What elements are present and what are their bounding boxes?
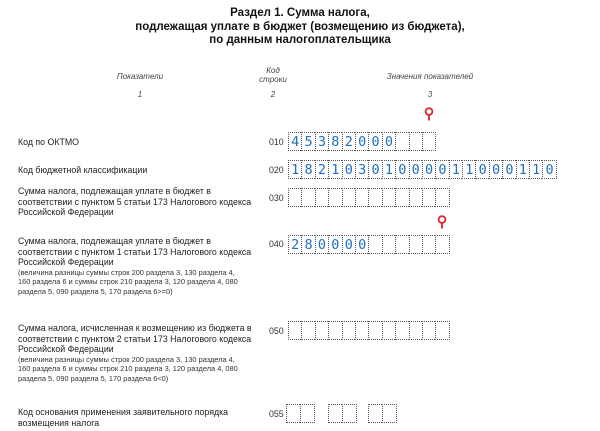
row-030-label-line-3: Российской Федерации [18, 207, 114, 217]
char-cell[interactable] [395, 235, 408, 254]
char-cell[interactable]: 1 [382, 160, 395, 179]
row-040-note-line-1: (величина разницы суммы строк 200 раздела 3, 130 раздела 4, [18, 267, 235, 277]
title-line-3: по данным налогоплательщика [209, 34, 391, 46]
char-cell[interactable] [328, 404, 342, 423]
char-cell[interactable]: 0 [489, 160, 502, 179]
row-050-label-line-2: соответствии с пунктом 2 статьи 173 Налогового кодекса [18, 333, 252, 344]
row-040-label-line-2: соответствии с пунктом 1 статьи 173 Налогового кодекса [18, 246, 252, 257]
row-020-label: Код бюджетной классификации [18, 165, 148, 175]
char-cell[interactable] [435, 235, 449, 254]
char-cell[interactable] [328, 321, 341, 340]
char-cell[interactable] [368, 404, 382, 423]
column-2-label-line-1: Код [266, 66, 280, 75]
row-030-label-line-1: Сумма налога, подлежащая уплате в бюджет в [18, 186, 211, 196]
char-cell[interactable]: 0 [355, 235, 368, 254]
refund-basis-code-group-3[interactable] [368, 404, 397, 423]
char-cell[interactable] [368, 188, 381, 207]
char-cell[interactable] [435, 188, 449, 207]
char-cell[interactable] [300, 404, 315, 423]
char-cell[interactable] [382, 235, 395, 254]
char-cell[interactable] [395, 321, 408, 340]
tax-amount-030-input[interactable] [288, 188, 450, 207]
char-cell[interactable]: 8 [301, 160, 314, 179]
column-2-number: 2 [270, 90, 276, 99]
char-cell[interactable]: 8 [301, 235, 314, 254]
char-cell[interactable]: 1 [529, 160, 542, 179]
char-cell[interactable]: 1 [328, 160, 341, 179]
char-cell[interactable] [422, 188, 435, 207]
char-cell[interactable]: 0 [475, 160, 488, 179]
oktmo-input[interactable] [288, 132, 436, 151]
refund-basis-code-group-2[interactable] [328, 404, 357, 423]
char-cell[interactable] [301, 321, 314, 340]
char-cell[interactable] [382, 404, 397, 423]
char-cell[interactable] [395, 188, 408, 207]
char-cell[interactable] [342, 188, 355, 207]
row-040-label [18, 236, 251, 296]
char-cell[interactable]: 4 [288, 132, 301, 151]
char-cell[interactable]: 5 [301, 132, 314, 151]
char-cell[interactable]: 1 [288, 160, 301, 179]
char-cell[interactable]: 1 [516, 160, 529, 179]
char-cell[interactable] [382, 321, 395, 340]
row-055-label-line-1: Код основания применения заявительного порядка [18, 407, 229, 417]
char-cell[interactable]: 0 [395, 160, 408, 179]
char-cell[interactable] [368, 321, 381, 340]
location-pin-icon [424, 107, 434, 121]
char-cell[interactable] [355, 321, 368, 340]
char-cell[interactable]: 3 [315, 132, 328, 151]
column-1-label: Показатели [116, 72, 164, 81]
row-040-note-line-3: раздела 5, 090 раздела 5, 170 раздела 6>=0) [18, 286, 173, 296]
title-line-1: Раздел 1. Сумма налога, [230, 7, 370, 19]
row-030-label-line-2: соответствии с пунктом 5 статьи 173 Налогового кодекса [18, 196, 252, 207]
column-2-label-line-2: строки [259, 75, 287, 84]
title-line-2: подлежащая уплате в бюджет (возмещению из бюджета), [135, 20, 465, 33]
char-cell[interactable] [301, 188, 314, 207]
char-cell[interactable] [409, 321, 422, 340]
row-030-label [18, 186, 251, 218]
char-cell[interactable]: 0 [355, 132, 368, 151]
row-040-code: 040 [269, 239, 284, 249]
char-cell[interactable]: 0 [342, 235, 355, 254]
char-cell[interactable]: 0 [328, 235, 341, 254]
char-cell[interactable] [342, 321, 355, 340]
row-040-label-line-3: Российской Федерации [18, 257, 114, 267]
char-cell[interactable] [409, 188, 422, 207]
char-cell[interactable] [422, 235, 435, 254]
char-cell[interactable]: 1 [462, 160, 475, 179]
char-cell[interactable] [328, 188, 341, 207]
column-header-indicators [95, 72, 185, 99]
char-cell[interactable] [315, 321, 328, 340]
row-010-code: 010 [269, 137, 284, 147]
row-050-code: 050 [269, 326, 284, 336]
row-050-label-line-1: Сумма налога, исчисленная к возмещению из бюджета в [18, 323, 252, 333]
char-cell[interactable]: 0 [422, 160, 435, 179]
char-cell[interactable] [395, 132, 408, 151]
char-cell[interactable] [382, 188, 395, 207]
row-040-label-line-1: Сумма налога, подлежащая уплате в бюджет в [18, 236, 211, 246]
row-050-label [18, 323, 252, 383]
char-cell[interactable] [422, 321, 435, 340]
char-cell[interactable] [368, 235, 381, 254]
column-3-label: Значения показателей [386, 72, 474, 81]
char-cell[interactable]: 0 [368, 132, 381, 151]
char-cell[interactable]: 0 [435, 160, 448, 179]
char-cell[interactable]: 0 [368, 160, 381, 179]
char-cell[interactable] [288, 321, 301, 340]
char-cell[interactable]: 2 [288, 235, 301, 254]
refund-amount-050-input[interactable] [288, 321, 450, 340]
column-1-number: 1 [137, 90, 143, 99]
row-020-code: 020 [269, 165, 284, 175]
char-cell[interactable]: 1 [449, 160, 462, 179]
char-cell[interactable] [409, 235, 422, 254]
row-050-note-line-1: (величина разницы суммы строк 200 раздела 3, 130 раздела 4, [18, 354, 235, 364]
column-header-values [360, 72, 500, 99]
location-pin-icon [437, 215, 447, 229]
row-050-label-line-3: Российской Федерации [18, 344, 114, 354]
column-header-line-code [248, 66, 298, 99]
char-cell[interactable] [422, 132, 436, 151]
char-cell[interactable] [288, 188, 301, 207]
char-cell[interactable]: 0 [409, 160, 422, 179]
char-cell[interactable] [435, 321, 449, 340]
char-cell[interactable]: 0 [382, 132, 395, 151]
char-cell[interactable]: 3 [355, 160, 368, 179]
row-030-code: 030 [269, 193, 284, 203]
char-cell[interactable]: 8 [328, 132, 341, 151]
row-040-note-line-2: 160 раздела 6 и суммы строк 210 раздела 3, 120 раздела 4, 080 [18, 277, 238, 287]
row-055-label-line-2: возмещения налога [18, 417, 100, 428]
section-title [0, 7, 600, 48]
char-cell[interactable]: 0 [342, 160, 355, 179]
char-cell[interactable]: 2 [315, 160, 328, 179]
column-3-number: 3 [427, 90, 433, 99]
char-cell[interactable]: 0 [542, 160, 556, 179]
char-cell[interactable] [315, 188, 328, 207]
row-050-note-line-2: 160 раздела 6 и суммы строк 210 раздела 3, 120 раздела 4, 080 [18, 364, 238, 374]
char-cell[interactable] [286, 404, 300, 423]
char-cell[interactable]: 0 [502, 160, 515, 179]
char-cell[interactable] [342, 404, 357, 423]
char-cell[interactable]: 0 [315, 235, 328, 254]
tax-amount-040-input[interactable] [288, 235, 450, 254]
refund-basis-code-group-1[interactable] [286, 404, 315, 423]
char-cell[interactable]: 2 [342, 132, 355, 151]
kbk-input[interactable] [288, 160, 557, 179]
row-055-code: 055 [269, 409, 284, 419]
row-050-note-line-3: раздела 5, 090 раздела 5, 170 раздела 6<0) [18, 373, 169, 383]
row-055-label [18, 407, 228, 428]
char-cell[interactable] [409, 132, 422, 151]
row-010-label: Код по ОКТМО [18, 137, 80, 147]
char-cell[interactable] [355, 188, 368, 207]
